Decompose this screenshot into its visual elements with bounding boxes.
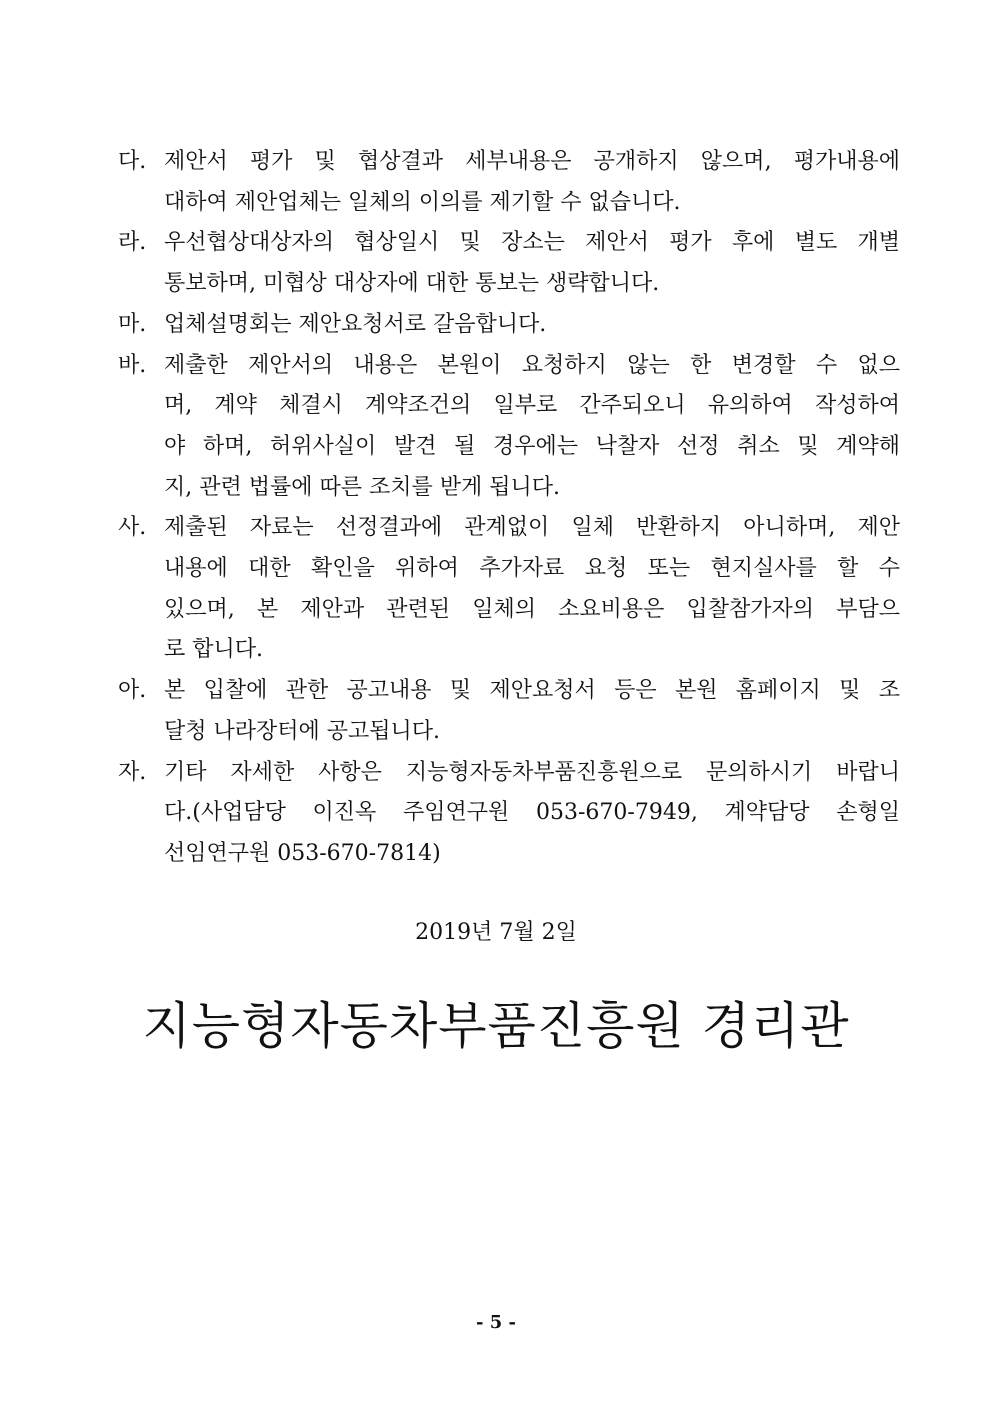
notice-item-da — [118, 142, 900, 223]
item-line: 업체설명회는 제안요청서로 갈음합니다. — [164, 311, 547, 337]
item-line: 달청 나라장터에 공고됩니다. — [164, 718, 441, 744]
item-marker: 바. — [118, 352, 147, 378]
item-line: 기타 자세한 사항은 지능형자동차부품진흥원으로 문의하시기 바랍니 — [164, 759, 900, 785]
notice-date: 2019년 7월 2일 — [415, 920, 577, 945]
item-line: 제출한 제안서의 내용은 본원이 요청하지 않는 한 변경할 수 없으 — [164, 352, 900, 378]
item-text — [164, 142, 900, 223]
item-line: 대하여 제안업체는 일체의 이의를 제기할 수 없습니다. — [164, 189, 681, 215]
notice-item-a — [118, 671, 900, 752]
notice-items — [118, 142, 900, 875]
item-line: 내용에 대한 확인을 위하여 추가자료 요청 또는 현지실사를 할 수 — [164, 556, 900, 582]
item-line: 우선협상대상자의 협상일시 및 장소는 제안서 평가 후에 별도 개별 — [164, 230, 900, 256]
item-line: 있으며, 본 제안과 관련된 일체의 소요비용은 입찰참가자의 부담으 — [164, 596, 900, 622]
item-text — [164, 305, 900, 346]
issuing-organization: 지능형자동차부품진흥원 경리관 — [142, 997, 850, 1055]
notice-item-sa — [118, 508, 900, 671]
item-line: 로 합니다. — [164, 637, 263, 663]
item-line: 본 입찰에 관한 공고내용 및 제안요청서 등은 본원 홈페이지 및 조 — [164, 678, 900, 704]
item-line: 통보하며, 미협상 대상자에 대한 통보는 생략합니다. — [164, 271, 660, 297]
item-line: 제안서 평가 및 협상결과 세부내용은 공개하지 않으며, 평가내용에 — [164, 149, 900, 174]
notice-item-ma — [118, 305, 900, 346]
item-text — [164, 346, 900, 509]
item-text — [164, 753, 900, 875]
item-marker: 자. — [118, 759, 147, 785]
item-line: 선임연구원 053-670-7814) — [164, 840, 441, 866]
notice-item-ja — [118, 753, 900, 875]
item-text — [164, 508, 900, 671]
item-text — [164, 671, 900, 752]
item-line: 며, 계약 체결시 계약조건의 일부로 간주되오니 유의하여 작성하여 — [164, 393, 900, 419]
item-line: 지, 관련 법률에 따른 조치를 받게 됩니다. — [164, 474, 560, 500]
item-marker: 라. — [118, 230, 147, 256]
item-text — [164, 223, 900, 304]
item-line: 제출된 자료는 선정결과에 관계없이 일체 반환하지 아니하며, 제안 — [164, 515, 900, 541]
notice-item-ra — [118, 223, 900, 304]
notice-item-ba — [118, 346, 900, 509]
page-number: - 5 - — [476, 1312, 516, 1333]
item-marker: 마. — [118, 311, 147, 337]
item-marker: 아. — [118, 678, 147, 704]
item-marker: 사. — [118, 515, 147, 541]
item-line: 야 하며, 허위사실이 발견 될 경우에는 낙찰자 선정 취소 및 계약해 — [164, 433, 900, 459]
item-marker: 다. — [118, 149, 147, 174]
item-line: 다.(사업담당 이진옥 주임연구원 053-670-7949, 계약담당 손형일 — [164, 800, 900, 826]
